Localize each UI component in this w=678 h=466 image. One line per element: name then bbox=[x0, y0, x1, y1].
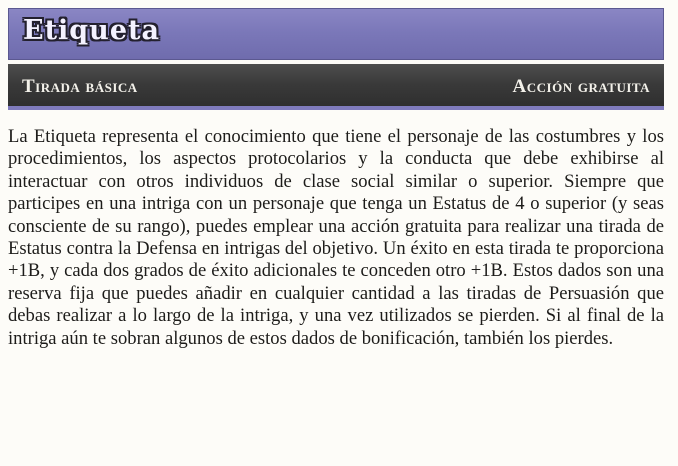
action-type-label: Acción gratuita bbox=[512, 76, 650, 97]
rule-description: La Etiqueta representa el conocimiento que tiene el personaje de las costumbres y los procedimientos, los aspectos protocolarios y la conducta que debe exhibirse al interactuar con otros individuos de clase social similar o superior. Siempre que participes en una intriga con un personaje que tenga un Estatus de 4 o superior (y seas consciente de su rango), puedes emplear una acción gratuita para realizar una tirada de Estatus contra la Defensa en intrigas del objetivo. Un éxito en esta tirada te proporciona +1B, y cada dos grados de éxito adicionales te conceden otro +1B. Estos dados son una reserva fija que puedes añadir en cualquier cantidad a las tiradas de Persuasión que debas realizar a lo largo de la intriga, y una vez utilizados se pierden. Si al final de la intriga aún te sobran algunos de estos dados de bonificación, también los pierdes. bbox=[8, 126, 664, 349]
section-title: Etiqueta bbox=[23, 15, 160, 46]
title-band bbox=[8, 8, 664, 60]
subheader-band bbox=[8, 64, 664, 110]
roll-type-label: Tirada básica bbox=[22, 76, 138, 97]
rule-box bbox=[8, 8, 664, 458]
